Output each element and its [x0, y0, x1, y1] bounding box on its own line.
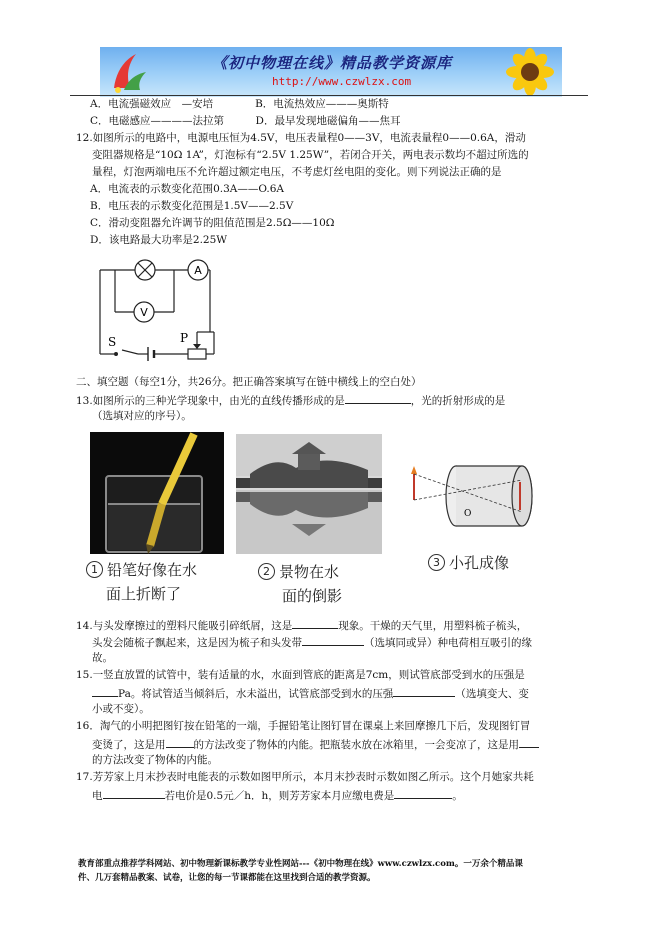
- q16-blank-2[interactable]: [519, 736, 539, 748]
- q15-blank-1[interactable]: [92, 685, 118, 697]
- q16-text-c: 的方法改变了物体的内能。把瓶装水放在冰箱里，一会变凉了，这是用: [193, 739, 519, 751]
- q13-stem-line2: （选填对应的序号）。: [92, 410, 192, 422]
- photo-reflection: [236, 434, 382, 554]
- section-2-heading: 二、填空题（每空1分，共26分。把正确答案填写在链中横线上的空白处）: [76, 376, 422, 388]
- caption-3-line1: 小孔成像: [449, 554, 510, 572]
- q15-line1: 15.一竖直放置的试管中，装有适量的水，水面到管底的距离是7cm，则试管底部受到水的压强是: [76, 669, 525, 681]
- sunflower-icon: [490, 47, 560, 97]
- q14-line1: [76, 617, 527, 633]
- site-banner: [100, 47, 562, 97]
- ammeter-label: A: [194, 264, 202, 277]
- caption-1-line2: 面上折断了: [106, 585, 182, 603]
- q16-blank-1[interactable]: [166, 736, 194, 748]
- q16-line2: [92, 736, 539, 752]
- q13-blank-1[interactable]: [345, 392, 411, 404]
- q17-line2: [92, 787, 463, 803]
- q12-option-c: C．滑动变阻器允许调节的阻值范围是2.5Ω——10Ω: [90, 217, 335, 229]
- q16-text-b: 变烫了，这是用: [92, 739, 166, 751]
- caption-1-line1: 铅笔好像在水: [107, 561, 198, 579]
- ammeter-icon: [188, 260, 208, 280]
- q15-text-c: （选填变大、变: [455, 688, 529, 700]
- q11-options-ab: A．电流强磁效应 —安培 B．电流热效应———奥斯特: [90, 98, 389, 110]
- q15-text-b: Pa。将试管适当倾斜后，水未溢出，试管底部受到水的压强: [118, 688, 394, 700]
- switch-icon: [108, 335, 118, 356]
- q13-stem-line1: [76, 392, 505, 408]
- q17-blank-1[interactable]: [103, 787, 165, 799]
- q12-option-d: D．该电路最大功率是2.25W: [90, 234, 228, 246]
- q17-text-c: 若电价是0.5元／h．h，则芳芳家本月应缴电费是: [164, 790, 395, 802]
- pinhole-camera-diagram: [404, 440, 544, 550]
- q13-text-b: ，光的折射形成的是: [410, 395, 506, 407]
- q14-blank-1[interactable]: [292, 617, 338, 629]
- q12-stem-line2: 变阻器规格是“10Ω 1A”，灯泡标有“2.5V 1.25W”，若闭合开关，两电表示数均不超过所选的: [92, 149, 529, 161]
- voltmeter-label: V: [140, 306, 148, 319]
- caption-2-number: 2: [258, 563, 275, 580]
- caption-2-line1: 景物在水: [279, 563, 340, 581]
- q14-text-c: 头发会随梳子飘起来，这是因为梳子和头发带: [92, 637, 302, 649]
- caption-1-number: 1: [86, 561, 103, 578]
- caption-2-line2: 面的倒影: [282, 587, 343, 605]
- q16-line3: 的方法改变了物体的内能。: [92, 754, 218, 766]
- switch-label: S: [108, 335, 117, 349]
- caption-1: [86, 560, 197, 581]
- caption-3: [428, 553, 509, 574]
- footer-line1: 教育部重点推荐学科网站、初中物理新课标教学专业性网站---《初中物理在线》www.czwlzx.com。一万余个精品课: [78, 859, 523, 869]
- q12-option-a: A．电流表的示数变化范围0.3A——O.6A: [90, 183, 284, 195]
- q12-option-b: B．电压表的示数变化范围是1.5V——2.5V: [90, 200, 294, 212]
- lamp-icon: [135, 260, 155, 280]
- q14-text-a: 14.与头发摩擦过的塑料尺能吸引碎纸屑，这是: [76, 620, 293, 632]
- rheostat-icon: [180, 331, 206, 359]
- q12-stem-line1: 12.如图所示的电路中，电源电压恒为4.5V，电压表量程0——3V，电流表量程0——0.6A，滑动: [76, 132, 526, 144]
- q12-stem-line3: 量程，灯泡两端电压不允许超过额定电压，不考虑灯丝电阻的变化。则下列说法正确的是: [92, 166, 502, 178]
- photo-pencil-in-water: [90, 432, 224, 554]
- q14-text-b: 现象。干燥的天气里，用塑料梳子梳头，: [338, 620, 528, 632]
- caption-2: [258, 562, 339, 583]
- q15-line3: 小或不变）。: [92, 703, 150, 715]
- svg-text:O: O: [464, 509, 472, 519]
- q14-text-d: （选填同或异）种电荷相互吸引的缘: [364, 637, 532, 649]
- battery-icon: [148, 347, 154, 361]
- banner-url[interactable]: http://www.czwlzx.com: [272, 75, 412, 88]
- q14-blank-2[interactable]: [302, 634, 364, 646]
- banner-title: 《初中物理在线》精品教学资源库: [212, 54, 453, 72]
- q17-text-d: 。: [452, 790, 463, 802]
- q17-line1: 17.芳芳家上月末抄表时电能表的示数如图甲所示，本月末抄表时示数如图乙所示。这个月她家共耗: [76, 771, 534, 783]
- circuit-diagram: [92, 256, 222, 368]
- caption-3-number: 3: [428, 554, 445, 571]
- q14-line3: 故。: [92, 652, 113, 664]
- q11-options-cd: C．电磁感应————法拉第 D．最早发现地磁偏角——焦耳: [90, 115, 401, 127]
- q17-text-b: 电: [92, 790, 103, 802]
- footer-line2: 件、几万套精品教案、试卷，让您的每一节课都能在这里找到合适的教学资源。: [78, 873, 376, 883]
- site-logo-icon: [106, 50, 150, 94]
- q14-line2: [92, 634, 532, 650]
- q15-line2: [92, 685, 529, 701]
- q13-text-a: 13.如图所示的三种光学现象中，由光的直线传播形成的是: [76, 395, 345, 407]
- q15-blank-2[interactable]: [393, 685, 455, 697]
- q16-line1: 16．淘气的小明把图钉按在铅笔的一端，手握铅笔让图钉冒在课桌上来回摩擦几下后，发现图钉冒: [76, 720, 531, 732]
- voltmeter-icon: [134, 302, 154, 322]
- q17-blank-2[interactable]: [394, 787, 452, 799]
- header-divider: [70, 95, 588, 96]
- rheostat-label: P: [180, 331, 189, 345]
